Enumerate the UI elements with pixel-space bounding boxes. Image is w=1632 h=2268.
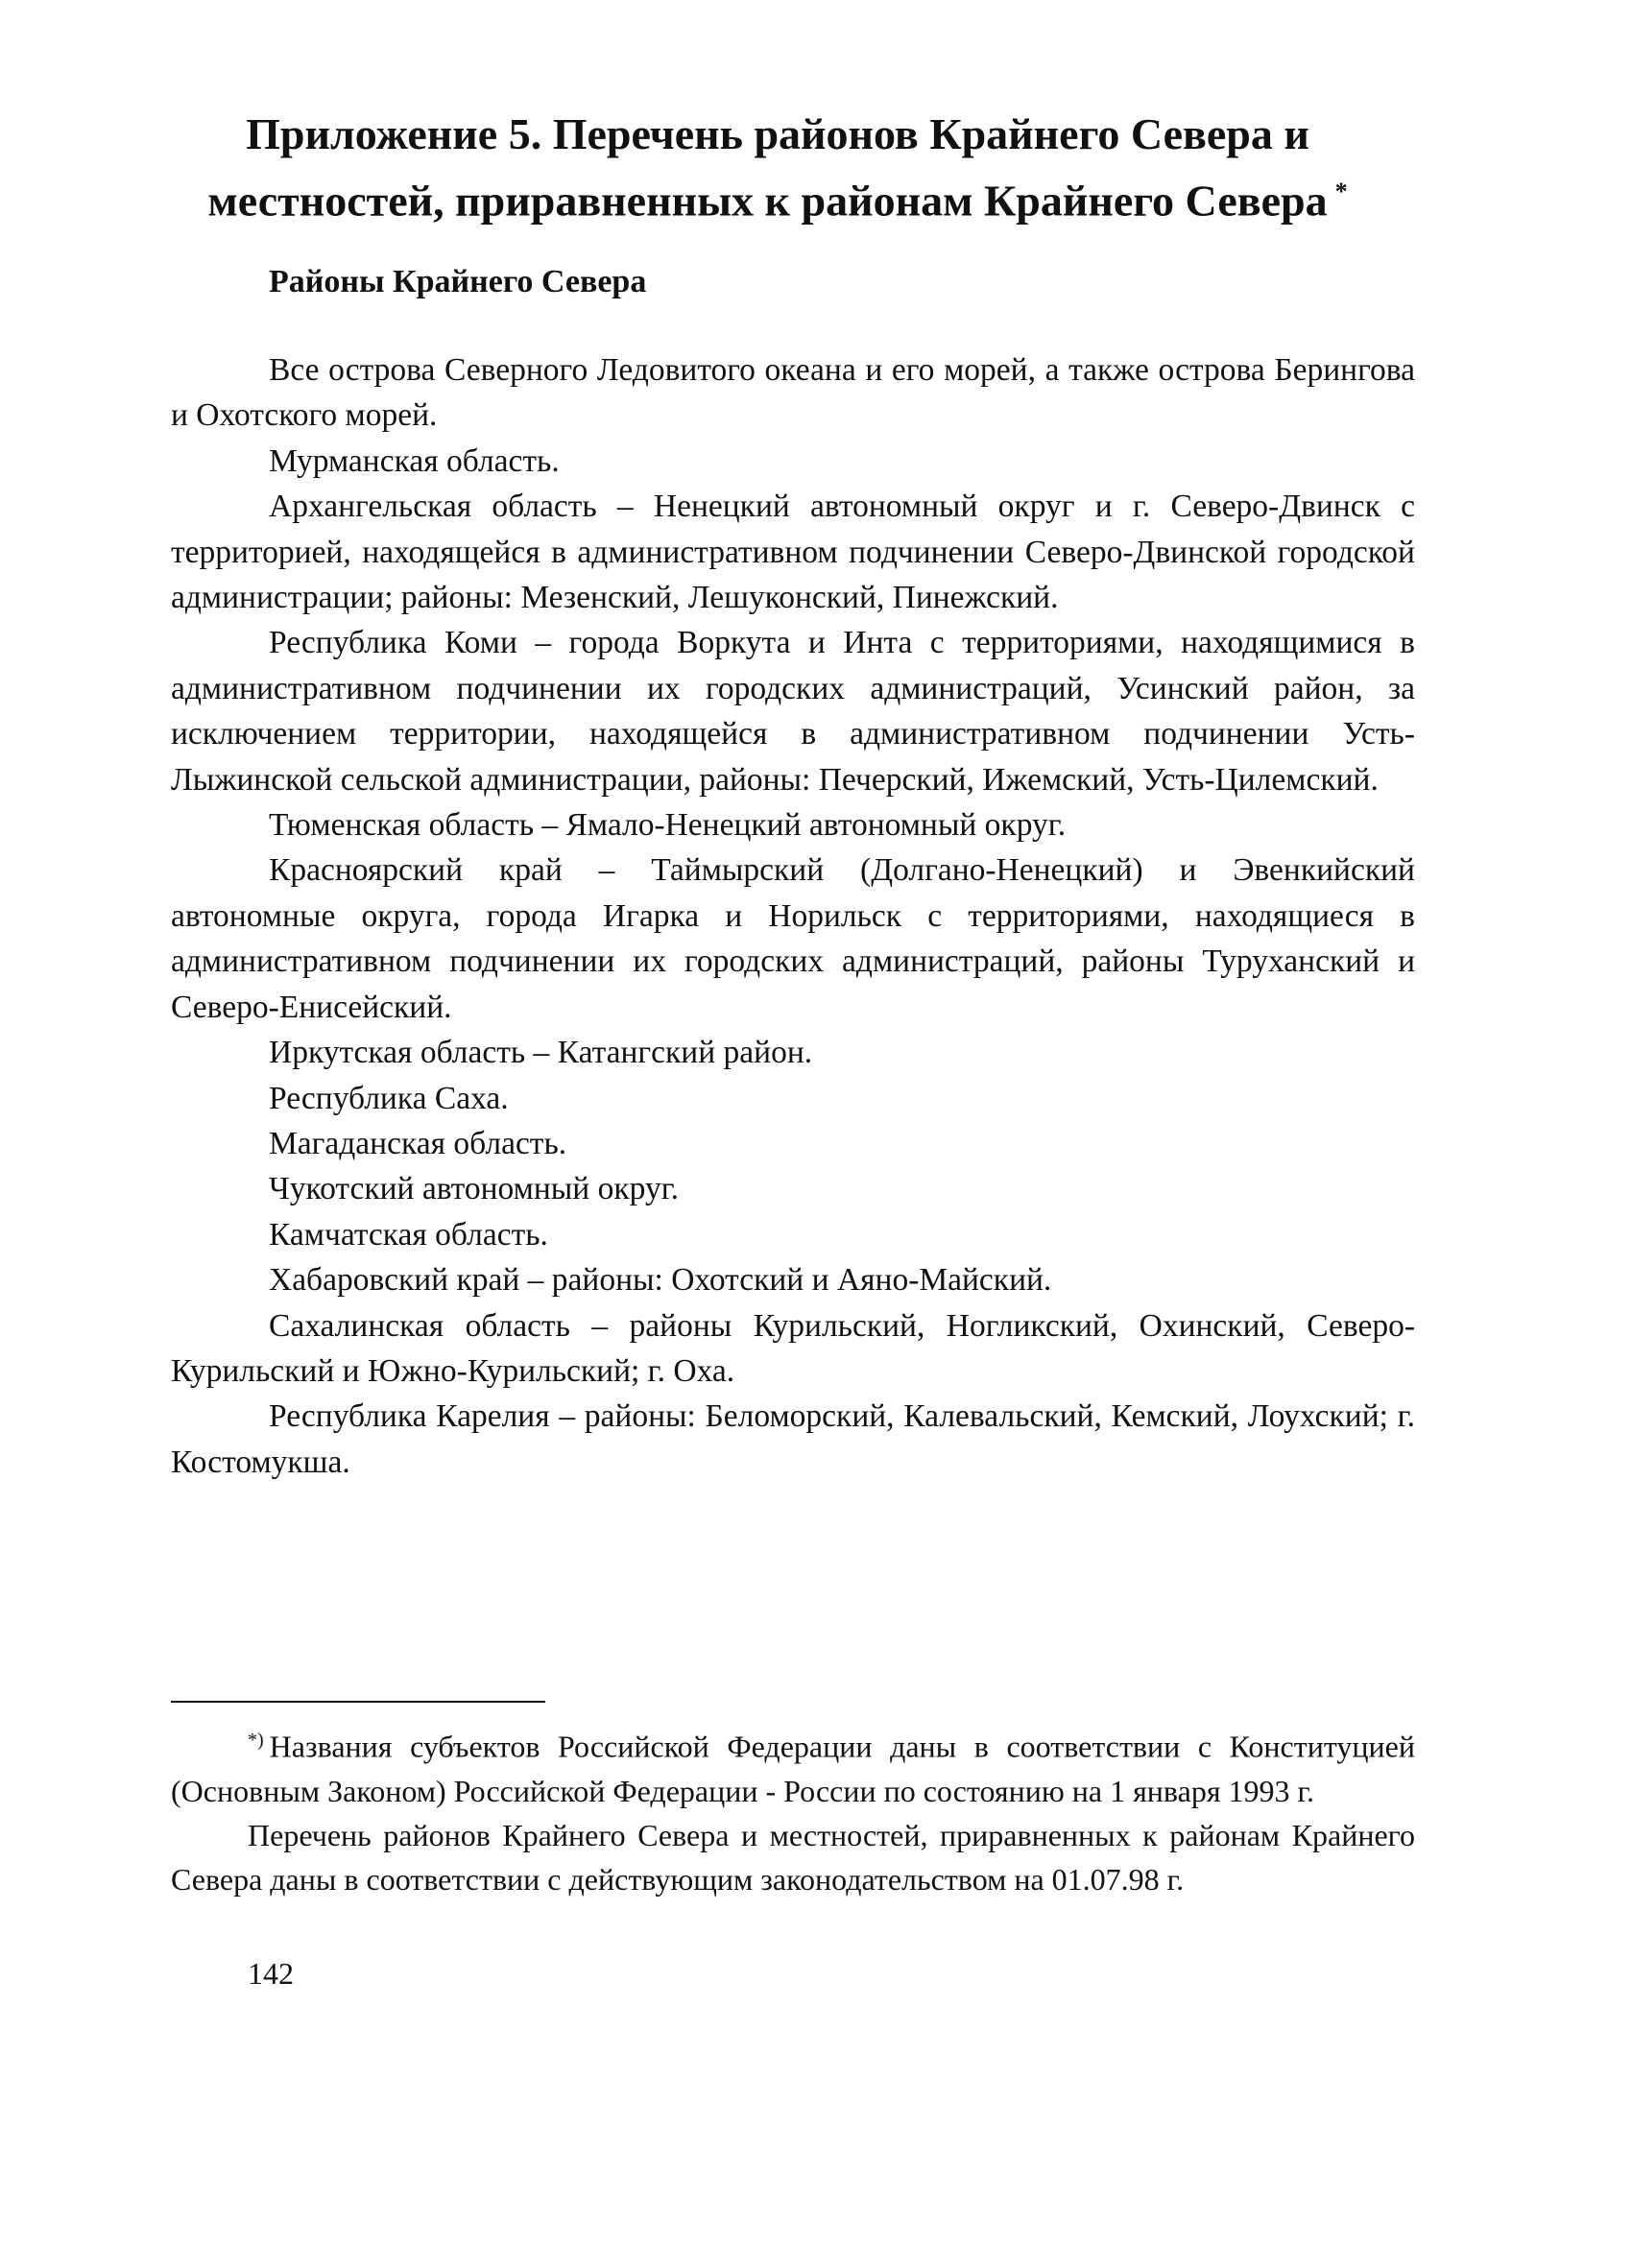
footnote-item xyxy=(171,1813,1415,1901)
body-text xyxy=(171,347,1415,1485)
paragraph-murmansk: Мурманская область. xyxy=(269,442,560,479)
paragraph-sakha: Республика Саха. xyxy=(269,1080,509,1116)
paragraph-kamchatka: Камчатская область. xyxy=(269,1216,548,1253)
paragraph-karelia: Республика Карелия – районы: Беломорский, Калевальский, Кемский, Лоухский; г. Костомукша. xyxy=(171,1398,1415,1480)
footnote-text: Перечень районов Крайнего Севера и местностей, приравненных к районам Крайнего Севера даны в соответствии с действующим законодательством на 01.07.98 г. xyxy=(171,1817,1415,1897)
footnotes xyxy=(171,1718,1415,1901)
paragraph-magadan: Магаданская область. xyxy=(269,1125,567,1161)
page-number: 142 xyxy=(248,1956,294,1991)
paragraph-komi: Республика Коми – города Воркута и Инта с территориями, находящимися в административном подчинении их городских администраций, Усинский район, за исключением территории, находящейся в административном подчинении Усть-Лыжинской сельской администрации, районы: Печерский, Ижемский, Усть-Цилемский. xyxy=(171,625,1415,798)
paragraph-krasnoyarsk: Красноярский край – Таймырский (Долгано-Ненецкий) и Эвенкийский автономные округа, города Игарка и Норильск с территориями, находящиеся в административном подчинении их городских администраций, районы Туруханский и Северо-Енисейский. xyxy=(171,852,1415,1025)
paragraph-khabarovsk: Хабаровский край – районы: Охотский и Аяно-Майский. xyxy=(269,1262,1052,1299)
title-text: Приложение 5. Перечень районов Крайнего Севера и местностей, приравненных к районам Крайнего Севера xyxy=(207,109,1328,226)
footnote-item xyxy=(171,1718,1415,1813)
title-footnote-mark: * xyxy=(1334,178,1348,205)
paragraph-arkhangelsk: Архангельская область – Ненецкий автономный округ и г. Северо-Двинск с территорией, находящейся в административном подчинении Северо-Двинской городской администрации; районы: Мезенский, Лешуконский, Пинежский. xyxy=(171,489,1415,616)
footnote-divider xyxy=(171,1701,545,1703)
paragraph-islands: Все острова Северного Ледовитого океана и его морей, а также острова Берингова и Охотского морей. xyxy=(171,352,1415,434)
section-heading: Районы Крайнего Севера xyxy=(269,264,647,299)
footnote-text: Названия субъектов Российской Федерации даны в соответствии с Конституцией (Основным Законом) Российской Федерации - России по состоянию на 1 января 1993 г. xyxy=(171,1729,1415,1808)
page-title xyxy=(154,106,1402,229)
paragraph-irkutsk: Иркутская область – Катангский район. xyxy=(269,1035,813,1071)
paragraph-tyumen: Тюменская область – Ямало-Ненецкий автономный округ. xyxy=(269,807,1067,844)
paragraph-chukotka: Чукотский автономный округ. xyxy=(269,1171,680,1207)
footnote-mark: *) xyxy=(248,1730,264,1751)
paragraph-sakhalin: Сахалинская область – районы Курильский, Ногликский, Охинский, Северо-Курильский и Южно-Курильский; г. Оха. xyxy=(171,1307,1415,1389)
